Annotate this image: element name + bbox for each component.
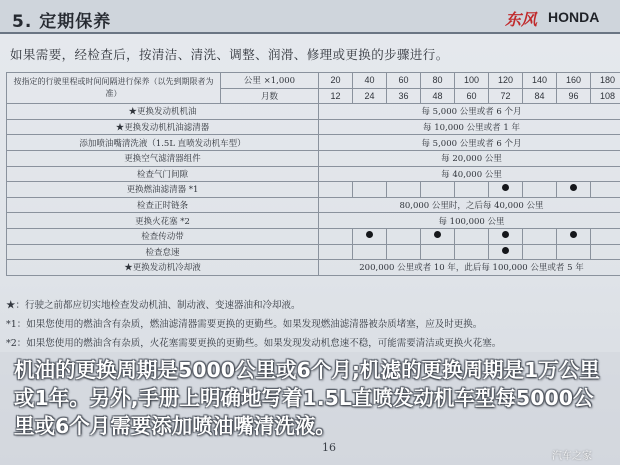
- interval-cell: [591, 244, 620, 260]
- km-value: 180: [591, 73, 620, 89]
- footnote-star: ★：行驶之前都应切实地检查发动机油、制动液、变速器油和冷却液。: [6, 300, 301, 311]
- interval-cell: [523, 182, 557, 198]
- service-dot-icon: [434, 231, 441, 238]
- maintenance-item: ★更换发动机机油: [7, 104, 319, 120]
- maintenance-item: 检查传动带: [7, 228, 319, 244]
- interval-cell: [557, 228, 591, 244]
- interval-cell: [591, 228, 620, 244]
- interval-cell: [557, 244, 591, 260]
- maintenance-item: 添加喷油嘴清洗液（1.5L 直喷发动机车型）: [7, 135, 319, 151]
- interval-cell: [319, 244, 353, 260]
- month-value: 72: [489, 88, 523, 104]
- service-dot-icon: [502, 231, 509, 238]
- km-value: 40: [353, 73, 387, 89]
- interval-note: 每 10,000 公里或者 1 年: [319, 119, 620, 135]
- intro-text: 如果需要，经检查后，按清洁、清洗、调整、润滑、修理或更换的步骤进行。: [10, 47, 449, 62]
- interval-note: 每 5,000 公里或者 6 个月: [319, 104, 620, 120]
- km-value: 120: [489, 73, 523, 89]
- maintenance-item: 更换火花塞 *2: [7, 213, 319, 229]
- section-header: [0, 0, 620, 34]
- caption-text: 机油的更换周期是5000公里或6个月;机滤的更换周期是1万公里或1年。另外,手册上明确地写着1.5L直喷发动机车型每5000公里或6个月需要添加喷油嘴清洗液。: [14, 358, 600, 438]
- month-value: 96: [557, 88, 591, 104]
- maintenance-table-wrap: [6, 72, 620, 292]
- km-value: 60: [387, 73, 421, 89]
- section-title: 5. 定期保养: [12, 12, 112, 32]
- km-value: 100: [455, 73, 489, 89]
- interval-cell: [387, 182, 421, 198]
- interval-cell: [353, 244, 387, 260]
- interval-cell: [387, 228, 421, 244]
- interval-cell: [591, 182, 620, 198]
- month-value: 12: [319, 88, 353, 104]
- km-label: 公里 ×1,000: [221, 73, 319, 89]
- service-dot-icon: [502, 184, 509, 191]
- km-value: 140: [523, 73, 557, 89]
- table-row: [7, 260, 620, 276]
- interval-note: 每 100,000 公里: [319, 213, 620, 229]
- interval-note: 每 20,000 公里: [319, 150, 620, 166]
- month-label: 月数: [221, 88, 319, 104]
- interval-note: 每 40,000 公里: [319, 166, 620, 182]
- table-row: [7, 135, 620, 151]
- km-value: 20: [319, 73, 353, 89]
- month-value: 36: [387, 88, 421, 104]
- table-row: [7, 213, 620, 229]
- interval-cell: [455, 244, 489, 260]
- condition-label: 按指定的行驶里程或时间间隔进行保养（以先到期限者为准）: [7, 73, 221, 104]
- interval-cell: [353, 182, 387, 198]
- maintenance-item: 检查正时链条: [7, 197, 319, 213]
- km-value: 80: [421, 73, 455, 89]
- service-dot-icon: [502, 247, 509, 254]
- service-dot-icon: [366, 231, 373, 238]
- interval-note: 200,000 公里或者 10 年，此后每 100,000 公里或者 5 年: [319, 260, 620, 276]
- maintenance-item: ★更换发动机冷却液: [7, 260, 319, 276]
- interval-cell: [421, 244, 455, 260]
- maintenance-item: 检查怠速: [7, 244, 319, 260]
- month-value: 60: [455, 88, 489, 104]
- header-row-km: [7, 73, 620, 89]
- interval-cell: [489, 228, 523, 244]
- table-row: [7, 119, 620, 135]
- interval-cell: [557, 182, 591, 198]
- table-row: [7, 228, 620, 244]
- watermark: 汽车之家: [552, 451, 592, 462]
- maintenance-item: 检查气门间隙: [7, 166, 319, 182]
- page-number: 16: [322, 441, 336, 454]
- interval-cell: [353, 228, 387, 244]
- brand-logo-cn: 东风: [505, 10, 538, 29]
- table-row: [7, 166, 620, 182]
- interval-note: 80,000 公里时，之后每 40,000 公里: [319, 197, 620, 213]
- interval-cell: [319, 228, 353, 244]
- interval-cell: [523, 244, 557, 260]
- table-row: [7, 104, 620, 120]
- table-row: [7, 197, 620, 213]
- footnotes: [6, 296, 618, 353]
- maintenance-item: ★更换发动机机油滤清器: [7, 119, 319, 135]
- footnote-2: *2：如果您使用的燃油含有杂质，火花塞需要更换的更勤些。如果发现发动机怠速不稳，可能需要清洁或更换火花塞。: [6, 338, 502, 349]
- interval-cell: [489, 182, 523, 198]
- footnote-1: *1：如果您使用的燃油含有杂质，燃油滤清器需要更换的更勤些。如果发现燃油滤清器被杂质堵塞，应及时更换。: [6, 319, 483, 330]
- interval-cell: [421, 228, 455, 244]
- maintenance-item: 更换空气滤清器组件: [7, 150, 319, 166]
- interval-cell: [455, 182, 489, 198]
- km-value: 160: [557, 73, 591, 89]
- service-dot-icon: [570, 184, 577, 191]
- month-value: 84: [523, 88, 557, 104]
- table-row: [7, 182, 620, 198]
- table-row: [7, 244, 620, 260]
- maintenance-item: 更换燃油滤清器 *1: [7, 182, 319, 198]
- table-row: [7, 150, 620, 166]
- interval-cell: [421, 182, 455, 198]
- brand-logo-en: HONDA: [548, 9, 600, 25]
- month-value: 108: [591, 88, 620, 104]
- interval-cell: [387, 244, 421, 260]
- interval-cell: [455, 228, 489, 244]
- month-value: 48: [421, 88, 455, 104]
- month-value: 24: [353, 88, 387, 104]
- interval-cell: [523, 228, 557, 244]
- maintenance-schedule-table: [6, 72, 620, 276]
- service-dot-icon: [570, 231, 577, 238]
- interval-cell: [319, 182, 353, 198]
- interval-note: 每 5,000 公里或者 6 个月: [319, 135, 620, 151]
- interval-cell: [489, 244, 523, 260]
